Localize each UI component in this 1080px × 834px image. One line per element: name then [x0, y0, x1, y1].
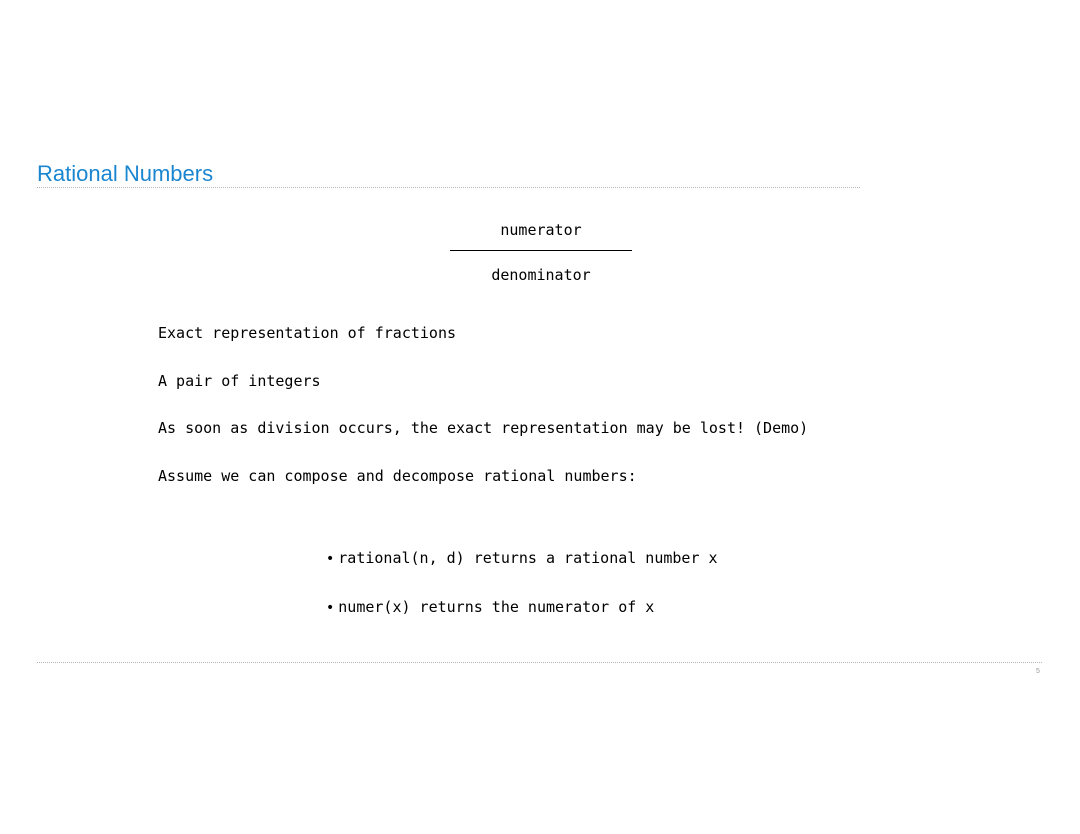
bullet-icon: • — [326, 551, 335, 567]
fraction-bar — [450, 250, 632, 251]
footer-divider — [37, 662, 1042, 663]
sub-point-numer — [326, 595, 654, 620]
point-division-loss: As soon as division occurs, the exact representation may be lost! (Demo) — [158, 419, 809, 437]
slide-title: Rational Numbers — [37, 161, 214, 186]
sub-point-rational-text: rational(n, d) returns a rational number x — [338, 549, 718, 567]
sub-point-numer-text: numer(x) returns the numerator of x — [338, 598, 655, 616]
point-pair-of-integers: A pair of integers — [158, 372, 321, 390]
fraction-numerator: numerator — [500, 221, 582, 239]
fraction-diagram — [450, 218, 632, 287]
page-number: 5 — [1036, 668, 1040, 675]
point-compose-decompose: Assume we can compose and decompose rational numbers: — [158, 467, 637, 485]
sub-point-rational — [326, 546, 718, 571]
point-exact-representation: Exact representation of fractions — [158, 324, 457, 342]
bullet-icon: • — [326, 600, 335, 616]
fraction-denominator: denominator — [491, 266, 591, 284]
title-divider — [37, 187, 860, 188]
